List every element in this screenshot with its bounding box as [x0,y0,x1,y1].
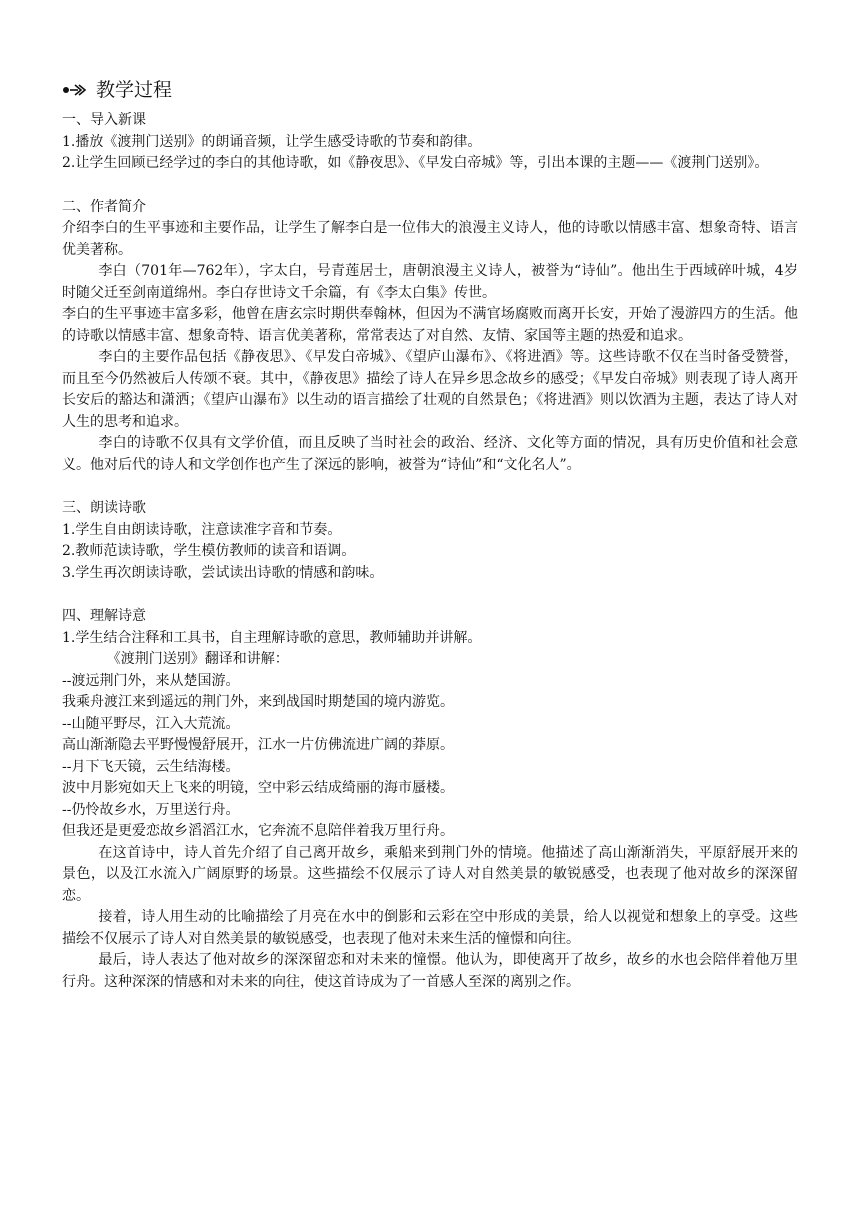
translation-line: 波中月影宛如天上飞来的明镜，空中彩云结成绮丽的海市蜃楼。 [62,780,454,796]
poem-line: --渡远荆门外，来从楚国游。 [62,672,240,689]
double-arrow-bullet-icon [62,82,88,98]
section-reading [62,498,798,584]
paragraph: 李白（701年—762年），字太白，号青莲居士，唐朝浪漫主义诗人，被誉为“诗仙”。他出生于西域碎叶城，4岁时随父迁至剑南道绵州。李白存世诗文千余篇，有《李太白集》传世。 [62,263,798,301]
poem-line: --山随平野尽，江入大荒流。 [62,715,240,732]
paragraph: 李白的生平事迹丰富多彩，他曾在唐玄宗时期供奉翰林，但因为不满官场腐败而离开长安，开始了漫游四方的生活。他的诗歌以情感丰富、想象奇特、语言优美著称，常常表达了对自然、友情、家国等主题的热爱和追求。 [62,306,798,344]
title-row [62,76,798,104]
section-heading: 四、理解诗意 [62,608,146,624]
section-heading: 一、导入新课 [62,112,146,128]
translation-heading: 《渡荆门送别》翻译和讲解： [106,651,289,667]
section-heading: 三、朗读诗歌 [62,500,146,516]
list-item: 3.学生再次朗读诗歌，尝试读出诗歌的情感和韵味。 [62,564,384,581]
translation-line: 但我还是更爱恋故乡滔滔江水，它奔流不息陪伴着我万里行舟。 [62,823,454,839]
poem-line: --月下飞天镜，云生结海楼。 [62,758,240,775]
list-item: 1.学生自由朗读诗歌，注意读准字音和节奏。 [62,521,342,538]
list-item: 2.教师范读诗歌，学生模仿教师的读音和语调。 [62,543,356,559]
paragraph: 介绍李白的生平事迹和主要作品，让学生了解李白是一位伟大的浪漫主义诗人，他的诗歌以情感丰富、想象奇特、语言优美著称。 [62,220,798,258]
paragraph: 最后，诗人表达了他对故乡的深深留恋和对未来的憧憬。他认为，即使离开了故乡，故乡的水也会陪伴着他万里行舟。这种深深的情感和对未来的向往，使这首诗成为了一首感人至深的离别之作。 [62,952,798,990]
section-intro [62,110,798,175]
section-heading: 二、作者简介 [62,198,146,215]
paragraph: 李白的主要作品包括《静夜思》、《早发白帝城》、《望庐山瀑布》、《将进酒》等。这些诗歌不仅在当时备受赞誉，而且至今仍然被后人传颂不衰。其中，《静夜思》描绘了诗人在异乡思念故乡的感受；《早发白帝城》则表现了诗人离开长安后的豁达和潇洒；《望庐山瀑布》以生动的语言描绘了壮观的自然景色；《将进酒》则以饮酒为主题，表达了诗人对人生的思考和追求。 [62,349,798,430]
translation-line: 我乘舟渡江来到遥远的荆门外，来到战国时期楚国的境内游览。 [62,694,454,710]
list-item: 1.学生结合注释和工具书，自主理解诗歌的意思，教师辅助并讲解。 [62,629,482,646]
paragraph: 李白的诗歌不仅具有文学价值，而且反映了当时社会的政治、经济、文化等方面的情况，具有历史价值和社会意义。他对后代的诗人和文学创作也产生了深远的影响，被誉为“诗仙”和“文化名人”。 [62,435,798,473]
paragraph: 接着，诗人用生动的比喻描绘了月亮在水中的倒影和云彩在空中形成的美景，给人以视觉和想象上的享受。这些描绘不仅展示了诗人对自然美景的敏锐感受，也表现了他对未来生活的憧憬和向往。 [62,909,798,947]
poem-line: --仍怜故乡水，万里送行舟。 [62,801,240,818]
paragraph: 在这首诗中，诗人首先介绍了自己离开故乡，乘船来到荆门外的情境。他描述了高山渐渐消失，平原舒展开来的景色，以及江水流入广阔原野的场景。这些描绘不仅展示了诗人对自然美景的敏锐感受，也表现了他对故乡的深深留恋。 [62,844,798,904]
section-author [62,197,798,477]
translation-line: 高山渐渐隐去平野慢慢舒展开，江水一片仿佛流进广阔的莽原。 [62,737,454,753]
page-title: 教学过程 [96,79,173,101]
section-understanding [62,606,798,993]
list-item: 1.播放《渡荆门送别》的朗诵音频，让学生感受诗歌的节奏和韵律。 [62,133,482,150]
list-item: 2.让学生回顾已经学过的李白的其他诗歌，如《静夜思》、《早发白帝城》等，引出本课的主题——《渡荆门送别》。 [62,155,769,171]
